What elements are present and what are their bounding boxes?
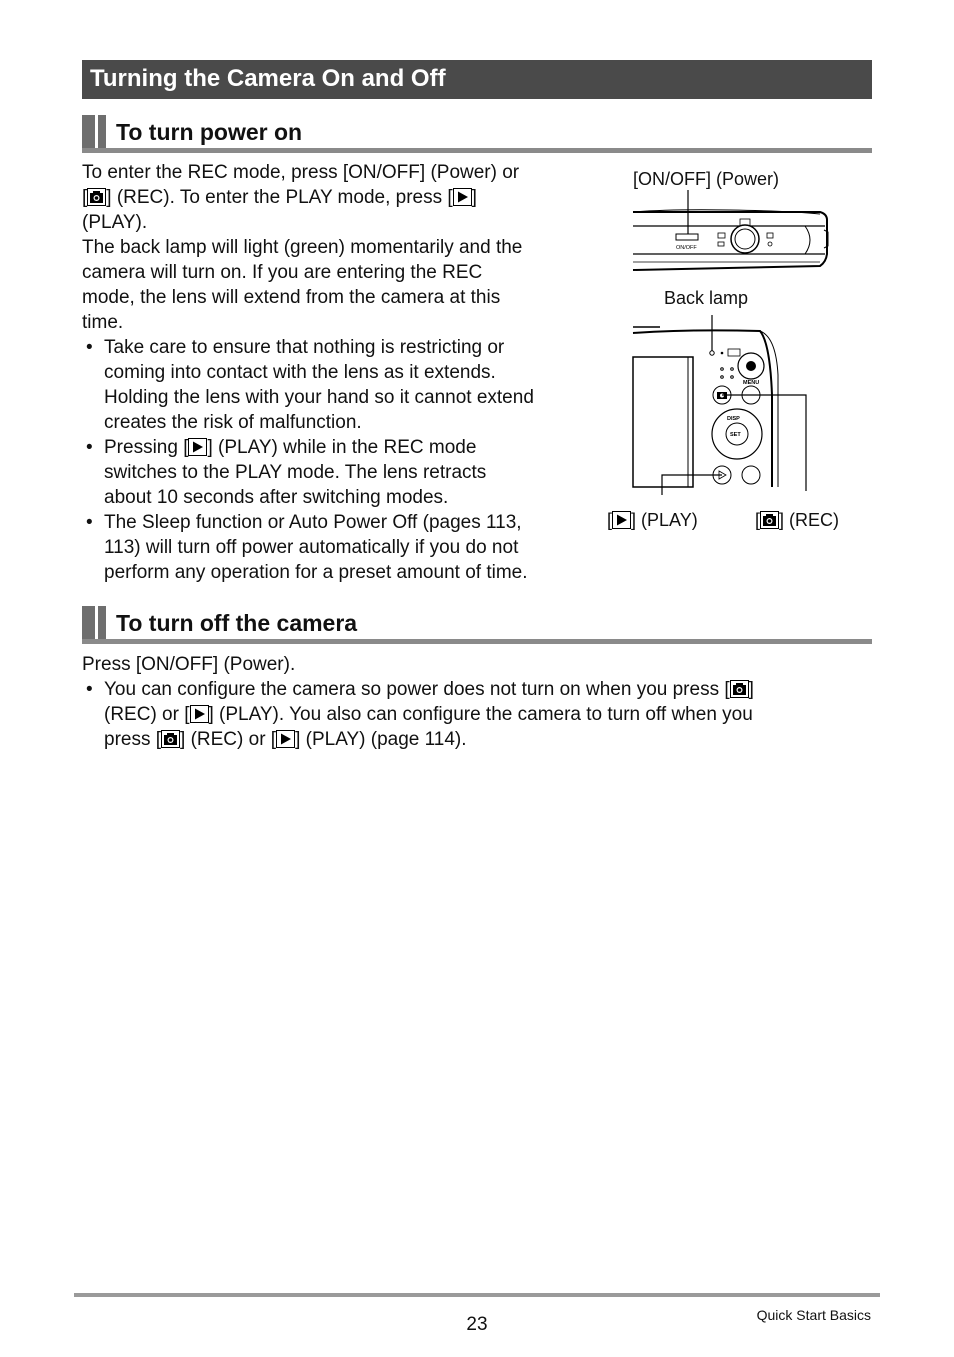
list-item — [82, 510, 582, 585]
page-title-text: Turning the Camera On and Off — [90, 65, 446, 92]
list-item — [82, 435, 582, 510]
list-item-line: 113) will turn off power automatically if you do not — [104, 537, 519, 558]
list-item-line: about 10 seconds after switching modes. — [104, 487, 449, 508]
list-item-text: ] (REC) or [ — [180, 729, 277, 750]
list-item-text: (REC) or [ — [104, 704, 190, 725]
lcd-screen — [633, 357, 693, 487]
page-number: 23 — [466, 1314, 488, 1335]
heading-marker — [82, 115, 95, 148]
list-item-line: Holding the lens with your hand so it cannot extend — [104, 387, 534, 408]
back-lamp-label: Back lamp — [664, 288, 749, 308]
camera-icon — [760, 511, 779, 529]
section-heading-power-off — [82, 606, 872, 644]
list-item-text: ] (PLAY) while in the REC mode — [207, 437, 477, 458]
play-icon — [188, 438, 207, 456]
footer-section-name: Quick Start Basics — [756, 1307, 871, 1323]
set-text: SET — [730, 432, 741, 438]
paragraph-line: The back lamp will light (green) momentarily and the — [82, 237, 523, 258]
list-item-line — [104, 727, 872, 752]
heading-rule — [82, 639, 872, 644]
section-heading-power-on — [82, 115, 872, 153]
camera-icon — [730, 680, 749, 698]
label-text: ] (PLAY) — [631, 510, 698, 530]
bullet-mark: • — [86, 512, 93, 533]
paragraph-line — [82, 185, 582, 210]
list-item-text: ] (PLAY) (page 114). — [295, 729, 467, 750]
list-item-line: perform any operation for a preset amount of time. — [104, 562, 528, 583]
label-text: ] (REC) — [779, 510, 840, 530]
list-item-line: coming into contact with the lens as it extends. — [104, 362, 496, 383]
list-item — [82, 677, 872, 752]
section-heading-label: To turn power on — [116, 119, 303, 145]
bracket-text: [ — [607, 510, 613, 530]
rec-button-label — [755, 509, 839, 531]
bracket-text: [ — [755, 510, 761, 530]
paragraph-line: (PLAY). — [82, 212, 148, 233]
play-icon — [453, 188, 472, 206]
paragraph-line: time. — [82, 312, 124, 333]
list-item-line — [104, 435, 582, 460]
bracket-text: ] — [471, 187, 477, 208]
footer-rule — [74, 1293, 880, 1297]
list-item-text: Pressing [ — [104, 437, 189, 458]
menu-text: MENU — [743, 380, 760, 386]
power-off-body — [82, 652, 872, 752]
bracket-text: [ — [82, 187, 88, 208]
heading-rule — [82, 148, 872, 153]
bullet-mark: • — [86, 679, 93, 700]
camera-top-view-illustration — [630, 190, 830, 282]
list-item-text: You can configure the camera so power does not turn on when you press [ — [104, 679, 730, 700]
disp-text: DISP — [727, 416, 740, 422]
play-icon — [190, 705, 209, 723]
bullet-mark: • — [86, 437, 93, 458]
camera-icon — [87, 188, 106, 206]
camera-icon — [161, 730, 180, 748]
heading-marker — [82, 606, 95, 639]
delete-button — [742, 466, 760, 484]
onoff-label: [ON/OFF] (Power) — [633, 169, 780, 189]
play-button-label — [607, 509, 698, 531]
list-item — [82, 335, 582, 435]
bracket-text: ] — [748, 679, 754, 700]
list-item-line: Take care to ensure that nothing is restricting or — [104, 337, 505, 358]
play-icon — [276, 730, 295, 748]
camera-back-view-illustration — [630, 315, 830, 495]
list-item-line: creates the risk of malfunction. — [104, 412, 362, 433]
paragraph-line: camera will turn on. If you are entering the REC — [82, 262, 483, 283]
paragraph-text: ] (REC). To enter the PLAY mode, press [ — [106, 187, 453, 208]
list-item-line: The Sleep function or Auto Power Off (pages 113, — [104, 512, 522, 533]
list-item-text: press [ — [104, 729, 162, 750]
paragraph-line: mode, the lens will extend from the camera at this — [82, 287, 501, 308]
list-item-line — [104, 702, 872, 727]
page-title — [82, 60, 872, 99]
section-heading-label: To turn off the camera — [116, 610, 358, 636]
list-item-text: ] (PLAY). You also can configure the camera to turn off when you — [208, 704, 753, 725]
back-lamp — [710, 351, 714, 355]
list-item-line — [104, 677, 872, 702]
list-item-line: switches to the PLAY mode. The lens retracts — [104, 462, 487, 483]
play-icon — [612, 511, 631, 529]
heading-marker — [98, 115, 106, 148]
power-on-body — [82, 160, 582, 585]
paragraph-line: To enter the REC mode, press [ON/OFF] (Power) or — [82, 162, 520, 183]
onoff-text: ON/OFF — [676, 245, 697, 251]
bullet-mark: • — [86, 337, 93, 358]
heading-marker — [98, 606, 106, 639]
paragraph-line: Press [ON/OFF] (Power). — [82, 654, 296, 675]
